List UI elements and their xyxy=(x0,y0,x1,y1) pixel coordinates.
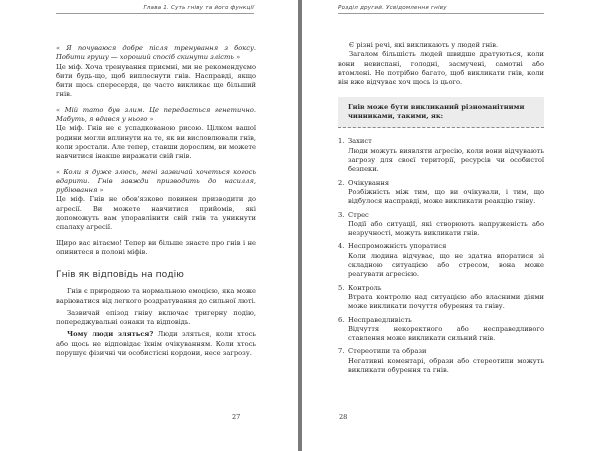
quote-close-icon: » xyxy=(236,53,241,62)
quote-open-icon: « xyxy=(56,105,61,114)
myth-quote-2: « Мій тато був злим. Це передається генетично. Мабуть, я вдався у нього » xyxy=(56,105,256,124)
list-item xyxy=(338,179,544,207)
item-number: 4. xyxy=(338,242,345,251)
item-description: Втрата контролю над ситуацією або власними діями може викликати почуття обурення та гніву. xyxy=(348,292,544,311)
right-running-head: Розділ другий. Усвідомлення гніву xyxy=(338,5,447,11)
section-title: Гнів як відповідь на подію xyxy=(56,269,184,281)
item-label: Очікування xyxy=(348,178,390,187)
left-header-rule xyxy=(56,13,254,14)
item-label: Несправедливість xyxy=(348,315,412,324)
myth-quote-3: « Коли я дуже злюсь, мені зазвичай хочеться когось вдарити. Гнів завжди призводить до насилля, рубіювання » xyxy=(56,167,256,195)
body-paragraph: Чому люди зляться? Люди зляться, коли хтось або щось не відповідає їхнім очікуванням. Коли хтось порушує фізичні чи особистісні кордони, несе загрозу. xyxy=(56,330,256,358)
myth-answer-1: Це міф. Хоча тренування приємні, ми не рекомендуємо бити будь-що, щоб виплеснути гнів. Насправді, якщо бити щось спересердя, це часто викликає ще більший гнів. xyxy=(56,62,256,99)
paragraph-lead: Чому люди зляться? xyxy=(67,330,154,339)
causes-list xyxy=(338,137,544,375)
left-page-number: 27 xyxy=(232,413,241,421)
item-description: Відчуття некоректного або несправедливого ставлення може викликати сильний гнів. xyxy=(348,324,544,343)
right-page-number: 28 xyxy=(339,413,348,421)
left-running-head: Глава 1. Суть гніву та його функції xyxy=(143,5,254,11)
body-paragraph: Гнів є природною та нормальною емоцією, яка може варіюватися від легкого роздратування до сильної люті. xyxy=(56,287,256,305)
list-item xyxy=(338,316,544,344)
item-description: Події або ситуації, які створюють напруженість або незручності, можуть викликати гнів. xyxy=(348,219,544,238)
callout-box xyxy=(338,97,544,128)
quote-close-icon: » xyxy=(149,115,154,124)
item-number: 2. xyxy=(338,178,345,187)
item-number: 7. xyxy=(338,347,345,356)
right-page xyxy=(302,0,600,451)
item-label: Захист xyxy=(348,137,372,146)
item-number: 5. xyxy=(338,283,345,292)
item-description: Коли людина відчуває, що не здатна впоратися зі складною ситуацією або стресом, вона може реагувати агресією. xyxy=(348,251,544,279)
left-page xyxy=(0,0,298,451)
quote-close-icon: » xyxy=(99,186,104,195)
body-paragraph: Зазвичай епізод гніву включає тригерну подію, попереджувальні ознаки та відповідь. xyxy=(56,308,256,327)
item-label: Контроль xyxy=(348,283,382,292)
right-header-rule xyxy=(338,13,544,14)
item-number: 1. xyxy=(338,137,345,146)
item-description: Негативні коментарі, образи або стереотипи можуть викликати обурення та гнів. xyxy=(348,356,544,375)
body-paragraph: Є різні речі, які викликають у людей гнів. xyxy=(349,41,499,49)
item-label: Стереотипи та образи xyxy=(348,347,427,356)
callout-title: Гнів може бути викликаний різноманітними чинниками, такими, як: xyxy=(348,103,525,121)
myth-answer-3: Це міф. Гнів не обов'язково повинен призводити до агресії. Ви можете навчитися прийомів, які допоможуть вам упоравлінити свій гнів та уникнути спалаху агресії. xyxy=(56,195,256,232)
list-item xyxy=(338,284,544,312)
item-label: Стрес xyxy=(348,210,369,219)
myth-answer-2: Це міф. Гнів не є успадкованою рисою. Цілком вашої родини могли вплинути на те, як ви висловлювали гнів, коли зростали. Але тепер, ставши дорослим, ви можете навчитися інакше виражати свій гнів. xyxy=(56,124,256,161)
closing-paragraph: Щиро вас вітаємо! Тепер ви більше знаєте про гнів і не опинитеся в полоні міфів. xyxy=(56,238,256,256)
item-number: 6. xyxy=(338,315,345,324)
list-item xyxy=(338,211,544,239)
list-item xyxy=(338,347,544,375)
myth-quote-1: « Я почуваюся добре після тренування з боксу. Побити грушу — хороший спосіб скинути злість » xyxy=(56,44,256,62)
list-item xyxy=(338,242,544,279)
item-description: Розбіжність між тим, що ви очікували, і тим, що відбулося насправді, може викликати реакцію гніву. xyxy=(348,187,544,206)
quote-open-icon: « xyxy=(56,44,61,52)
list-item xyxy=(338,137,544,174)
item-label: Неспроможність упоратися xyxy=(348,242,447,251)
item-number: 3. xyxy=(338,210,345,219)
right-text-column xyxy=(338,41,544,379)
item-description: Люди можуть виявляти агресію, коли вони відчувають загрозу для своєї території, ресурсів чи особистої безпеки. xyxy=(348,146,544,174)
left-text-column xyxy=(56,44,256,358)
body-paragraph: Загалом більшість людей швидше дратуються, коли вони невиспані, голодні, засмучені, самотні або втомлені. Не потрібно багато, щоб викликати гнів, коли він вже відчуває хоч щось із цього. xyxy=(338,50,544,87)
quote-open-icon: « xyxy=(56,167,61,176)
